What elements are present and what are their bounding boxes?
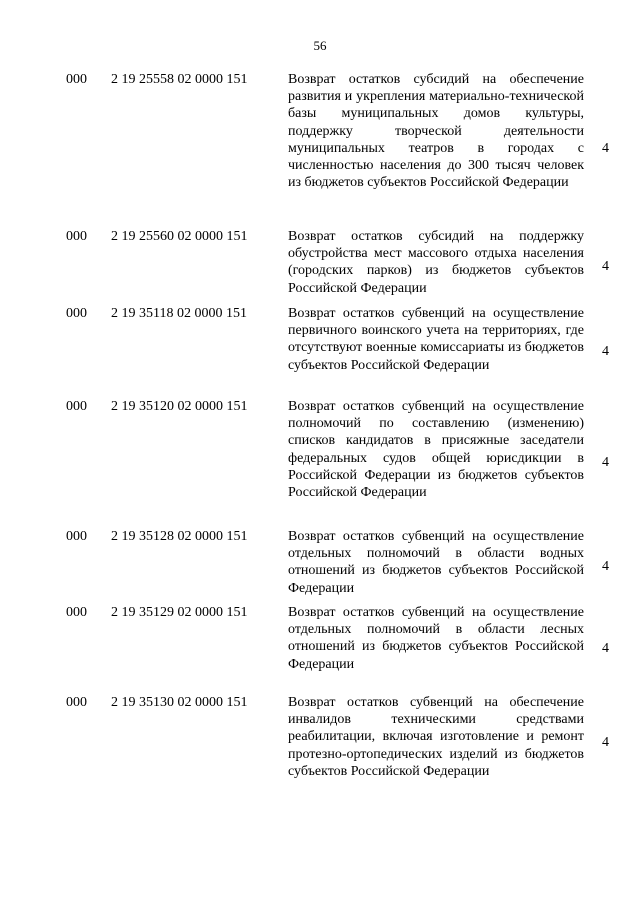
budget-classification-code: 2 19 35120 02 0000 151	[111, 399, 248, 414]
revenue-name: Возврат остатков субсидий на поддержку обустройства мест массового отдыха населения (городских парков) из бюджетов субъектов Российской Федерации	[288, 229, 584, 296]
admin-code: 000	[66, 529, 87, 544]
budget-classification-code: 2 19 35128 02 0000 151	[111, 529, 248, 544]
norm-value: 4	[602, 259, 609, 274]
admin-code: 000	[66, 72, 87, 87]
norm-value: 4	[602, 141, 609, 156]
admin-code: 000	[66, 229, 87, 244]
norm-value: 4	[602, 559, 609, 574]
norm-value: 4	[602, 455, 609, 470]
admin-code: 000	[66, 605, 87, 620]
budget-classification-code: 2 19 25560 02 0000 151	[111, 229, 248, 244]
revenue-name: Возврат остатков субвенций на осуществление полномочий по составлению (изменению) списков кандидатов в присяжные заседатели федеральных судов общей юрисдикции в Российской Федерации из бюджетов субъектов Российской Федерации	[288, 399, 584, 501]
norm-value: 4	[602, 735, 609, 750]
page-number: 56	[313, 38, 327, 53]
budget-classification-code: 2 19 35118 02 0000 151	[111, 306, 247, 321]
revenue-name: Возврат остатков субвенций на осуществление отдельных полномочий в области лесных отношений из бюджетов субъектов Российской Федерации	[288, 605, 584, 672]
revenue-name: Возврат остатков субсидий на обеспечение развития и укрепления материально-технической базы муниципальных домов культуры, поддержку творческой деятельности муниципальных театров в городах с численностью населения до 300 тысяч человек из бюджетов субъектов Российской Федерации	[288, 72, 584, 191]
admin-code: 000	[66, 306, 87, 321]
budget-classification-code: 2 19 25558 02 0000 151	[111, 72, 248, 87]
norm-value: 4	[602, 641, 609, 656]
budget-classification-code: 2 19 35130 02 0000 151	[111, 695, 248, 710]
norm-value: 4	[602, 344, 609, 359]
revenue-name: Возврат остатков субвенций на осуществление первичного воинского учета на территориях, где отсутствуют военные комиссариаты из бюджетов субъектов Российской Федерации	[288, 306, 584, 373]
admin-code: 000	[66, 399, 87, 414]
budget-classification-code: 2 19 35129 02 0000 151	[111, 605, 248, 620]
revenue-name: Возврат остатков субвенций на обеспечение инвалидов техническими средствами реабилитации, включая изготовление и ремонт протезно-ортопедических изделий из бюджетов субъектов Российской Федерации	[288, 695, 584, 779]
revenue-name: Возврат остатков субвенций на осуществление отдельных полномочий в области водных отношений из бюджетов субъектов Российской Федерации	[288, 529, 584, 596]
admin-code: 000	[66, 695, 87, 710]
